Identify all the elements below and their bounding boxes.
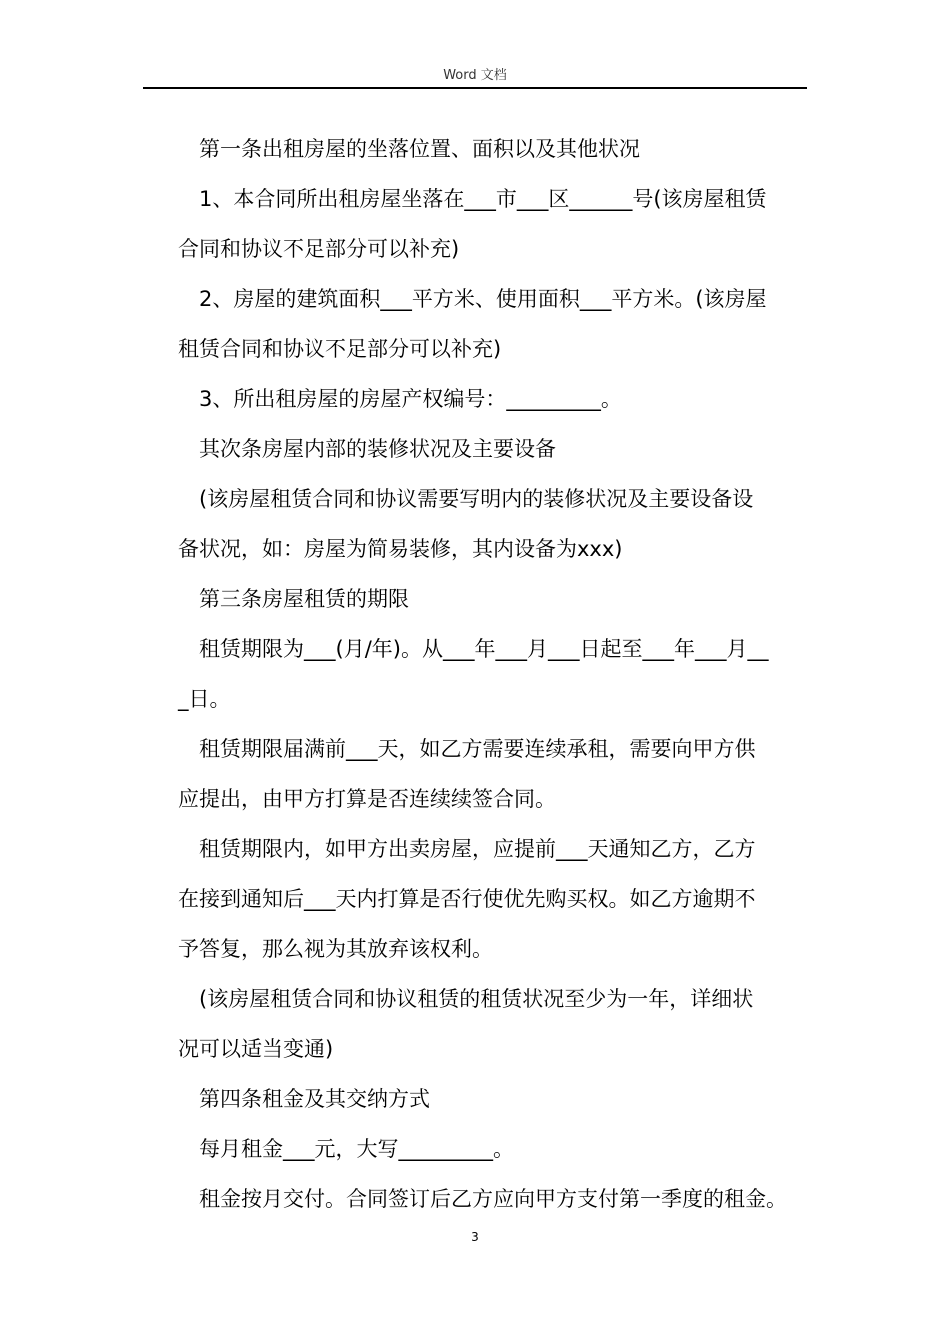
payment-terms-line: 租金按月交付。合同签订后乙方应向甲方支付第一季度的租金。 [199,1187,787,1211]
article-2-note-line-1: (该房屋租赁合同和协议需要写明内的装修状况及主要设备设 [199,487,754,511]
clause-1-1-line-2: 合同和协议不足部分可以补充) [178,237,460,261]
clause-1-1-line-1: 1、本合同所出租房屋坐落在___市___区______号(该房屋租赁 [199,187,767,211]
preemption-clause-line-3: 予答复，那么视为其放弃该权利。 [178,937,493,961]
monthly-rent-line: 每月租金___元，大写_________。 [199,1137,514,1161]
lease-term-line-2: _日。 [178,687,231,711]
article-2-heading: 其次条房屋内部的装修状况及主要设备 [199,437,556,461]
renewal-clause-line-1: 租赁期限届满前___天，如乙方需要连续承租，需要向甲方供 [199,737,756,761]
article-3-heading: 第三条房屋租赁的期限 [199,587,409,611]
article-1-heading: 第一条出租房屋的坐落位置、面积以及其他状况 [199,137,640,161]
lease-term-line-1: 租赁期限为___(月/年)。从___年___月___日起至___年___月__ [199,637,769,661]
article-2-note-line-2: 备状况，如：房屋为简易装修，其内设备为xxx) [178,537,623,561]
clause-1-3: 3、所出租房屋的房屋产权编号：_________。 [199,387,622,411]
renewal-clause-line-2: 应提出，由甲方打算是否连续续签合同。 [178,787,556,811]
document-header-title: Word 文档 [443,68,507,83]
clause-1-2-line-1: 2、房屋的建筑面积___平方米、使用面积___平方米。(该房屋 [199,287,767,311]
header-divider [143,87,807,89]
preemption-clause-line-1: 租赁期限内，如甲方出卖房屋，应提前___天通知乙方，乙方 [199,837,756,861]
clause-1-2-line-2: 租赁合同和协议不足部分可以补充) [178,337,502,361]
article-4-heading: 第四条租金及其交纳方式 [199,1087,430,1111]
article-3-note-line-2: 况可以适当变通) [178,1037,334,1061]
document-body [178,124,818,1224]
article-3-note-line-1: (该房屋租赁合同和协议租赁的租赁状况至少为一年，详细状 [199,987,754,1011]
page-number: 3 [471,1230,479,1244]
preemption-clause-line-2: 在接到通知后___天内打算是否行使优先购买权。如乙方逾期不 [178,887,756,911]
